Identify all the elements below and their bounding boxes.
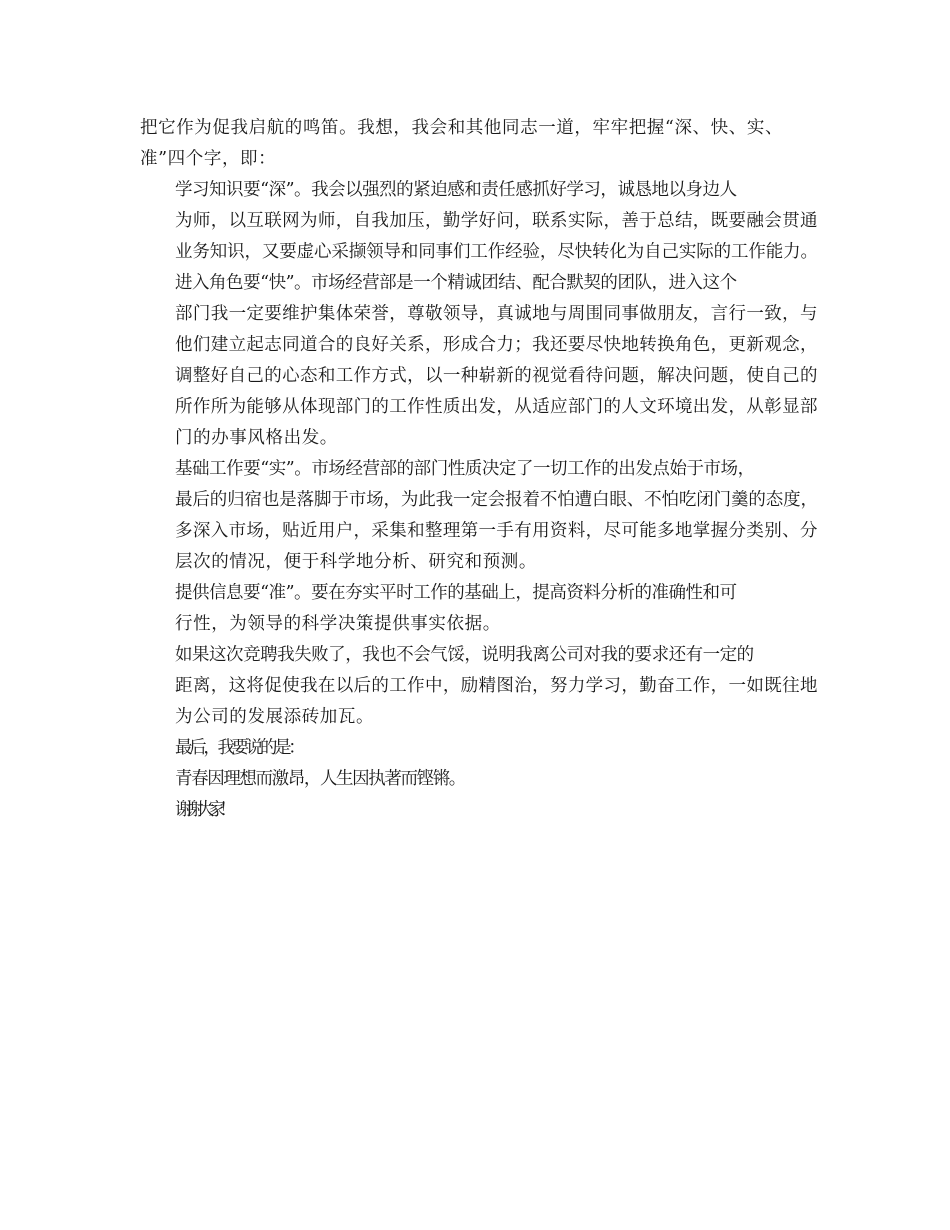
- text-line: 所作所为能够从体现部门的工作性质出发，从适应部门的人文环境出发，从彰显部: [175, 397, 818, 417]
- text-line: 门的办事风格出发。: [175, 428, 338, 448]
- text-line: 距离，这将促使我在以后的工作中，励精图治，努力学习，勤奋工作，一如既往地: [175, 676, 818, 696]
- text-line: 为师，以互联网为师，自我加压，勤学好问，联系实际，善于总结，既要融会贯通: [175, 211, 818, 231]
- text-line: 调整好自己的心态和工作方式，以一种崭新的视觉看待问题，解决问题，使自己的: [175, 366, 818, 386]
- paragraph: [140, 113, 820, 175]
- document-body: [140, 113, 820, 826]
- text-line: 层次的情况，便于科学地分析、研究和预测。: [175, 552, 537, 572]
- text-line: 多深入市场，贴近用户，采集和整理第一手有用资料，尽可能多地掌握分类别、分: [175, 521, 818, 541]
- text-line: 最后，我要说的是：: [175, 738, 303, 758]
- text-line: 部门我一定要维护集体荣誉，尊敬领导，真诚地与周围同事做朋友，言行一致，与: [175, 304, 818, 324]
- paragraph: [140, 268, 820, 454]
- text-line: 如果这次竞聘我失败了，我也不会气馁，说明我离公司对我的要求还有一定的: [175, 645, 754, 665]
- text-line: 进入角色要“快”。市场经营部是一个精诚团结、配合默契的团队，进入这个: [175, 273, 737, 293]
- text-line: 基础工作要“实”。市场经营部的部门性质决定了一切工作的出发点始于市场，: [175, 459, 755, 479]
- text-line: 青春因理想而激昂，人生因执著而铿锵。: [175, 769, 465, 789]
- paragraph: [140, 733, 820, 764]
- paragraph: [140, 175, 820, 268]
- text-line: 学习知识要“深”。我会以强烈的紧迫感和责任感抓好学习，诚恳地以身边人: [175, 180, 737, 200]
- text-line: 准”四个字，即：: [140, 149, 277, 169]
- text-line: 提供信息要“准”。要在夯实平时工作的基础上，提高资料分析的准确性和可: [175, 583, 737, 603]
- text-line: 把它作为促我启航的鸣笛。我想，我会和其他同志一道，牢牢把握“深、快、实、: [140, 118, 784, 138]
- paragraph: [140, 640, 820, 733]
- text-line: 业务知识，又要虚心采撷领导和同事们工作经验，尽快转化为自己实际的工作能力。: [175, 242, 818, 262]
- text-line: 谢谢大家！: [175, 800, 231, 820]
- text-line: 为公司的发展添砖加瓦。: [175, 707, 375, 727]
- paragraph: [140, 764, 820, 795]
- paragraph: [140, 795, 820, 826]
- paragraph: [140, 454, 820, 578]
- text-line: 他们建立起志同道合的良好关系，形成合力；我还要尽快地转换角色，更新观念，: [175, 335, 818, 355]
- paragraph: [140, 578, 820, 640]
- text-line: 最后的归宿也是落脚于市场，为此我一定会报着不怕遭白眼、不怕吃闭门羹的态度，: [175, 490, 818, 510]
- text-line: 行性，为领导的科学决策提供事实依据。: [175, 614, 501, 634]
